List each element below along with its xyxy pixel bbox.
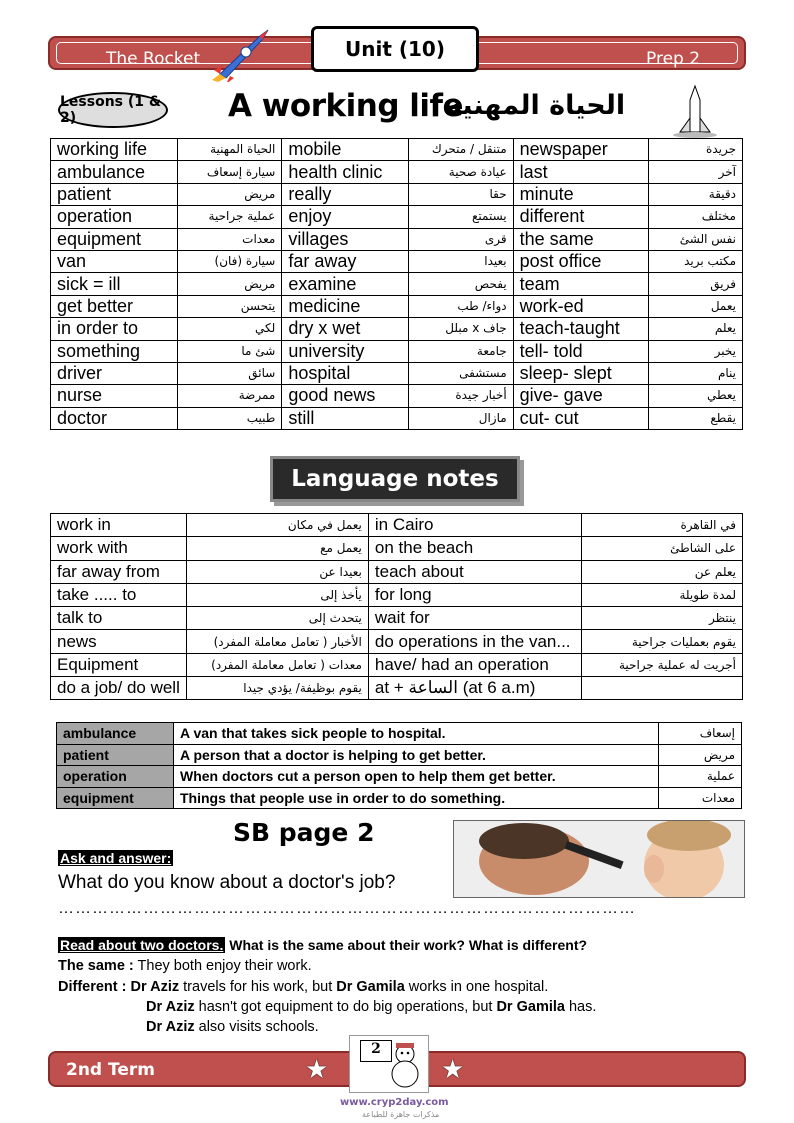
table-row bbox=[51, 537, 743, 560]
table-row bbox=[51, 295, 743, 317]
vocab-english: operation bbox=[51, 206, 178, 228]
read-instruction: Read about two doctors. What is the same about their work? What is different? bbox=[60, 937, 588, 953]
note-arabic: ينتظر bbox=[581, 607, 742, 630]
definition-arabic: عملية bbox=[659, 766, 742, 788]
vocab-arabic: يقطع bbox=[648, 407, 742, 429]
table-row bbox=[51, 228, 743, 250]
note-arabic: الأخبار ( تعامل معاملة المفرد) bbox=[186, 630, 368, 653]
note-english: teach about bbox=[368, 560, 581, 583]
note-arabic: في القاهرة bbox=[581, 514, 742, 537]
website-tagline: مذكرات جاهزة للطباعة bbox=[362, 1110, 440, 1119]
definition-arabic: مريض bbox=[659, 744, 742, 766]
note-english: for long bbox=[368, 583, 581, 606]
vocab-arabic: طبيب bbox=[177, 407, 282, 429]
vocab-english: van bbox=[51, 250, 178, 272]
table-row bbox=[51, 318, 743, 340]
definition-text: Things that people use in order to do something. bbox=[174, 787, 659, 809]
vocab-arabic: شئ ما bbox=[177, 340, 282, 362]
vocab-english: newspaper bbox=[513, 139, 648, 161]
vocab-arabic: مريض bbox=[177, 183, 282, 205]
definitions-table bbox=[56, 722, 742, 809]
vocab-arabic: فريق bbox=[648, 273, 742, 295]
note-english: news bbox=[51, 630, 187, 653]
vocab-arabic: مستشفى bbox=[409, 362, 514, 384]
note-arabic: على الشاطئ bbox=[581, 537, 742, 560]
vocab-english: give- gave bbox=[513, 385, 648, 407]
table-row bbox=[51, 560, 743, 583]
vocab-arabic: نفس الشئ bbox=[648, 228, 742, 250]
sb-page-title: SB page 2 bbox=[233, 818, 375, 847]
note-arabic: يقوم بعمليات جراحية bbox=[581, 630, 742, 653]
vocab-english: cut- cut bbox=[513, 407, 648, 429]
vocab-arabic: ينام bbox=[648, 362, 742, 384]
vocab-arabic: جريدة bbox=[648, 139, 742, 161]
definition-term: ambulance bbox=[57, 723, 174, 745]
vocab-english: driver bbox=[51, 362, 178, 384]
definition-arabic: إسعاف bbox=[659, 723, 742, 745]
note-english: wait for bbox=[368, 607, 581, 630]
vocab-arabic: آخر bbox=[648, 161, 742, 183]
table-row bbox=[51, 273, 743, 295]
page-title: A working life bbox=[228, 88, 464, 124]
note-arabic: يعمل مع bbox=[186, 537, 368, 560]
star-icon: ★ bbox=[441, 1055, 465, 1085]
note-arabic: لمدة طويلة bbox=[581, 583, 742, 606]
vocab-arabic: سائق bbox=[177, 362, 282, 384]
vocab-arabic: دقيقة bbox=[648, 183, 742, 205]
note-arabic: بعيدا عن bbox=[186, 560, 368, 583]
vocab-arabic: مختلف bbox=[648, 206, 742, 228]
website-url[interactable]: www.cryp2day.com bbox=[340, 1097, 449, 1108]
vocab-english: doctor bbox=[51, 407, 178, 429]
note-english: have/ had an operation bbox=[368, 653, 581, 676]
vocab-arabic: جامعة bbox=[409, 340, 514, 362]
definition-term: patient bbox=[57, 744, 174, 766]
vocab-english: post office bbox=[513, 250, 648, 272]
space-shuttle-icon bbox=[660, 80, 730, 138]
note-english: work in bbox=[51, 514, 187, 537]
vocab-arabic: متنقل / متحرك bbox=[409, 139, 514, 161]
ask-answer-label: Ask and answer: bbox=[60, 850, 172, 866]
page-title-arabic: الحياة المهنية bbox=[446, 90, 626, 121]
table-row bbox=[51, 583, 743, 606]
table-row bbox=[51, 514, 743, 537]
vocab-english: medicine bbox=[282, 295, 409, 317]
vocab-arabic: يعلم bbox=[648, 318, 742, 340]
vocab-english: health clinic bbox=[282, 161, 409, 183]
same-line: The same : They both enjoy their work. bbox=[58, 958, 312, 974]
note-english: Equipment bbox=[51, 653, 187, 676]
vocab-arabic: بعيدا bbox=[409, 250, 514, 272]
vocab-arabic: لكي bbox=[177, 318, 282, 340]
vocab-arabic: يخبر bbox=[648, 340, 742, 362]
table-row bbox=[51, 362, 743, 384]
vocab-arabic: دواء/ طب bbox=[409, 295, 514, 317]
vocab-english: really bbox=[282, 183, 409, 205]
vocab-arabic: سيارة إسعاف bbox=[177, 161, 282, 183]
lessons-badge: Lessons (1 & 2) bbox=[58, 92, 168, 128]
vocab-arabic: معدات bbox=[177, 228, 282, 250]
note-english: work with bbox=[51, 537, 187, 560]
vocab-english: far away bbox=[282, 250, 409, 272]
table-row bbox=[51, 653, 743, 676]
note-arabic: يأخذ إلى bbox=[186, 583, 368, 606]
vocab-english: different bbox=[513, 206, 648, 228]
vocab-arabic: أخبار جيدة bbox=[409, 385, 514, 407]
table-row bbox=[51, 677, 743, 700]
note-arabic: يعلم عن bbox=[581, 560, 742, 583]
note-english: in Cairo bbox=[368, 514, 581, 537]
note-english: do operations in the van... bbox=[368, 630, 581, 653]
table-row bbox=[57, 723, 742, 745]
vocab-arabic: جاف x مبلل bbox=[409, 318, 514, 340]
vocab-arabic: مريض bbox=[177, 273, 282, 295]
vocab-english: ambulance bbox=[51, 161, 178, 183]
note-arabic: يعمل في مكان bbox=[186, 514, 368, 537]
definition-term: equipment bbox=[57, 787, 174, 809]
answer-line: ………………………………………………………………………………………… bbox=[58, 900, 636, 917]
vocab-english: dry x wet bbox=[282, 318, 409, 340]
table-row bbox=[51, 139, 743, 161]
question-text: What do you know about a doctor's job? bbox=[58, 872, 396, 893]
term-label: 2nd Term bbox=[66, 1060, 155, 1080]
table-row bbox=[51, 206, 743, 228]
vocab-english: sick = ill bbox=[51, 273, 178, 295]
vocab-arabic: حقا bbox=[409, 183, 514, 205]
note-english: on the beach bbox=[368, 537, 581, 560]
vocab-english: last bbox=[513, 161, 648, 183]
vocab-arabic: الحياة المهنية bbox=[177, 139, 282, 161]
table-row bbox=[51, 183, 743, 205]
vocab-english: examine bbox=[282, 273, 409, 295]
doctor-photo bbox=[453, 820, 745, 898]
different-line-3: Dr Aziz also visits schools. bbox=[146, 1019, 319, 1035]
vocab-english: villages bbox=[282, 228, 409, 250]
table-row bbox=[51, 607, 743, 630]
vocab-arabic: عيادة صحية bbox=[409, 161, 514, 183]
vocab-english: equipment bbox=[51, 228, 178, 250]
vocab-arabic: يعمل bbox=[648, 295, 742, 317]
unit-title: Unit (10) bbox=[311, 26, 479, 72]
table-row bbox=[51, 250, 743, 272]
definition-text: A van that takes sick people to hospital. bbox=[174, 723, 659, 745]
vocab-english: patient bbox=[51, 183, 178, 205]
vocab-english: good news bbox=[282, 385, 409, 407]
page-number: 2 bbox=[360, 1040, 392, 1062]
note-english: do a job/ do well bbox=[51, 677, 187, 700]
vocab-arabic: عملية جراحية bbox=[177, 206, 282, 228]
note-english: far away from bbox=[51, 560, 187, 583]
table-row bbox=[57, 766, 742, 788]
vocab-arabic: مازال bbox=[409, 407, 514, 429]
note-english: take ..... to bbox=[51, 583, 187, 606]
table-row bbox=[57, 787, 742, 809]
table-row bbox=[51, 161, 743, 183]
vocab-arabic: مكتب بريد bbox=[648, 250, 742, 272]
table-row bbox=[57, 744, 742, 766]
vocab-english: working life bbox=[51, 139, 178, 161]
vocab-english: university bbox=[282, 340, 409, 362]
vocab-arabic: سيارة (فان) bbox=[177, 250, 282, 272]
vocab-english: sleep- slept bbox=[513, 362, 648, 384]
definition-text: When doctors cut a person open to help them get better. bbox=[174, 766, 659, 788]
vocab-arabic: يعطي bbox=[648, 385, 742, 407]
table-row bbox=[51, 407, 743, 429]
note-arabic: يقوم بوظيفة/ يؤدي جيدا bbox=[186, 677, 368, 700]
vocab-arabic: يتحسن bbox=[177, 295, 282, 317]
note-arabic bbox=[581, 677, 742, 700]
different-line-2: Dr Aziz hasn't got equipment to do big operations, but Dr Gamila has. bbox=[146, 999, 597, 1015]
vocab-english: in order to bbox=[51, 318, 178, 340]
note-arabic: معدات ( تعامل معاملة المفرد) bbox=[186, 653, 368, 676]
vocab-english: mobile bbox=[282, 139, 409, 161]
vocab-english: work-ed bbox=[513, 295, 648, 317]
vocab-english: the same bbox=[513, 228, 648, 250]
note-arabic: يتحدث إلى bbox=[186, 607, 368, 630]
header-right-text: Prep 2 bbox=[646, 49, 701, 69]
snowman-icon bbox=[388, 1042, 422, 1088]
vocab-arabic: يستمتع bbox=[409, 206, 514, 228]
vocabulary-table bbox=[50, 138, 743, 430]
vocab-english: nurse bbox=[51, 385, 178, 407]
table-row bbox=[51, 385, 743, 407]
note-english: at + الساعة (at 6 a.m) bbox=[368, 677, 581, 700]
vocab-arabic: قرى bbox=[409, 228, 514, 250]
rocket-logo-icon bbox=[208, 26, 272, 82]
definition-term: operation bbox=[57, 766, 174, 788]
vocab-arabic: ممرضة bbox=[177, 385, 282, 407]
vocab-english: still bbox=[282, 407, 409, 429]
table-row bbox=[51, 340, 743, 362]
star-icon: ★ bbox=[305, 1055, 329, 1085]
note-arabic: أجريت له عملية جراحية bbox=[581, 653, 742, 676]
definition-arabic: معدات bbox=[659, 787, 742, 809]
definition-text: A person that a doctor is helping to get better. bbox=[174, 744, 659, 766]
vocab-english: hospital bbox=[282, 362, 409, 384]
vocab-arabic: يفحص bbox=[409, 273, 514, 295]
table-row bbox=[51, 630, 743, 653]
language-notes-title: Language notes bbox=[270, 456, 520, 502]
language-notes-table bbox=[50, 513, 743, 700]
vocab-english: enjoy bbox=[282, 206, 409, 228]
page-number-box bbox=[349, 1035, 429, 1093]
different-line-1: Different : Dr Aziz travels for his work, but Dr Gamila works in one hospital. bbox=[58, 979, 549, 995]
vocab-english: something bbox=[51, 340, 178, 362]
vocab-english: minute bbox=[513, 183, 648, 205]
note-english: talk to bbox=[51, 607, 187, 630]
vocab-english: tell- told bbox=[513, 340, 648, 362]
header-left-text: The Rocket bbox=[106, 49, 201, 69]
vocab-english: team bbox=[513, 273, 648, 295]
vocab-english: teach-taught bbox=[513, 318, 648, 340]
doctor-examining-child-image bbox=[454, 821, 744, 897]
vocab-english: get better bbox=[51, 295, 178, 317]
